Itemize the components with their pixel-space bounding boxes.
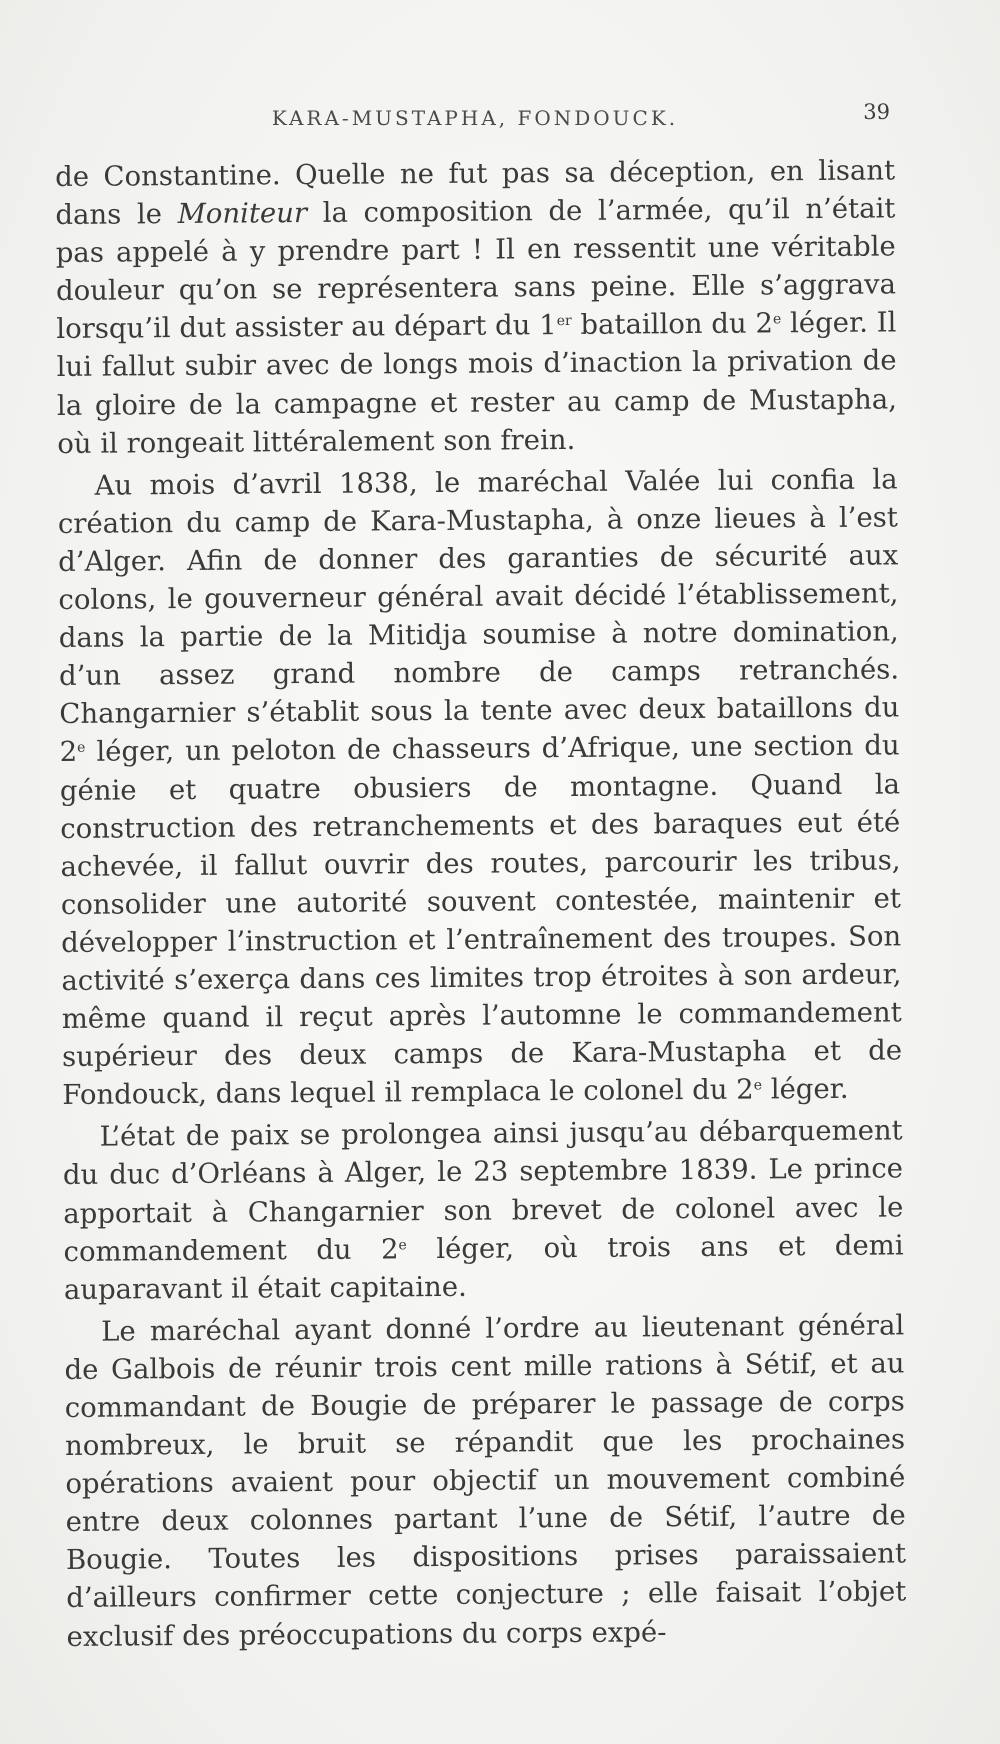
paragraph-4 <box>64 1306 907 1655</box>
text-run: Le maréchal ayant donné l’ordre au lieutenant général de Galbois de réunir trois cent mille rations à Sétif, et au commandant de Bougie de préparer le passage de corps nombreux, le bruit se répandit que les prochaines opérations avaient pour objectif un mouvement combiné entre deux colonnes partant l’une de Sétif, l’autre de Bougie. Toutes les dispositions prises paraissaient d’ailleurs confirmer cette conjecture ; elle faisait l’objet exclusif des préoccupations du corps expé- <box>64 1309 907 1653</box>
text-run: léger. <box>761 1073 849 1106</box>
text-run: léger. Il lui fallut subir avec de longs mois d’inaction la privation de la gloire de la campagne et rester au camp de Mustapha, où il rongeait littéralement son frein. <box>56 306 898 460</box>
running-title: KARA-MUSTAPHA, FONDOUCK. <box>271 106 679 130</box>
ordinal-superscript: e <box>772 311 782 328</box>
ordinal-superscript: e <box>77 740 86 757</box>
running-head <box>60 100 890 140</box>
body-text <box>55 151 907 1659</box>
text-run: L’état de paix se prolongea ainsi jusqu’au débarquement du duc d’Orléans à Alger, le 23 septembre 1839. Le prince apportait à Changarnier son brevet de colonel avec le commandement du 2 <box>62 1114 904 1268</box>
ordinal-superscript: e <box>398 1236 407 1253</box>
text-run: de Constantine. Quelle ne fut pas sa déception, en lisant dans le <box>55 154 896 232</box>
text-run: léger, où trois ans et demi auparavant il était capitaine. <box>63 1228 904 1306</box>
paragraph-2 <box>57 460 902 1114</box>
italic-title: Moniteur <box>177 197 308 231</box>
page-number: 39 <box>863 100 890 124</box>
ordinal-superscript: er <box>556 313 572 330</box>
paragraph-1 <box>55 151 897 462</box>
ordinal-superscript: e <box>753 1077 763 1094</box>
paragraph-3 <box>63 1112 904 1309</box>
text-run: léger, un peloton de chasseurs d’Afrique, une section du génie et quatre obusiers de montagne. Quand la construction des retranchements et des baraques eut été achevée, il fallut ouvrir des routes, parcourir les tribus, consolider une autorité souvent contestée, maintenir et développer l’instruction et l’entraînement des troupes. Son activité s’exerça dans ces limites trop étroites à son ardeur, même quand il reçut après l’automne le commandement supérieur des deux camps de Kara-Mustapha et de Fondouck, dans lequel il remplaca le colonel du 2 <box>59 729 903 1112</box>
text-run: la composition de l’armée, qu’il n’était pas appelé à y prendre part ! Il en ressentit une véritable douleur qu’on se représentera sans peine. Elle s’aggrava lorsqu’il dut assister au départ du 1 <box>55 192 897 346</box>
text-run: bataillon du 2 <box>571 307 774 342</box>
text-run: Au mois d’avril 1838, le maréchal Valée lui confia la création du camp de Kara-Mustapha, à onze lieues à l’est d’Alger. Afin de donner des garanties de sécurité aux colons, le gouverneur général avait décidé l’établissement, dans la partie de la Mitidja soumise à notre domination, d’un assez grand nombre de camps retranchés. Changarnier s’établit sous la tente avec deux bataillons du 2 <box>57 463 900 769</box>
